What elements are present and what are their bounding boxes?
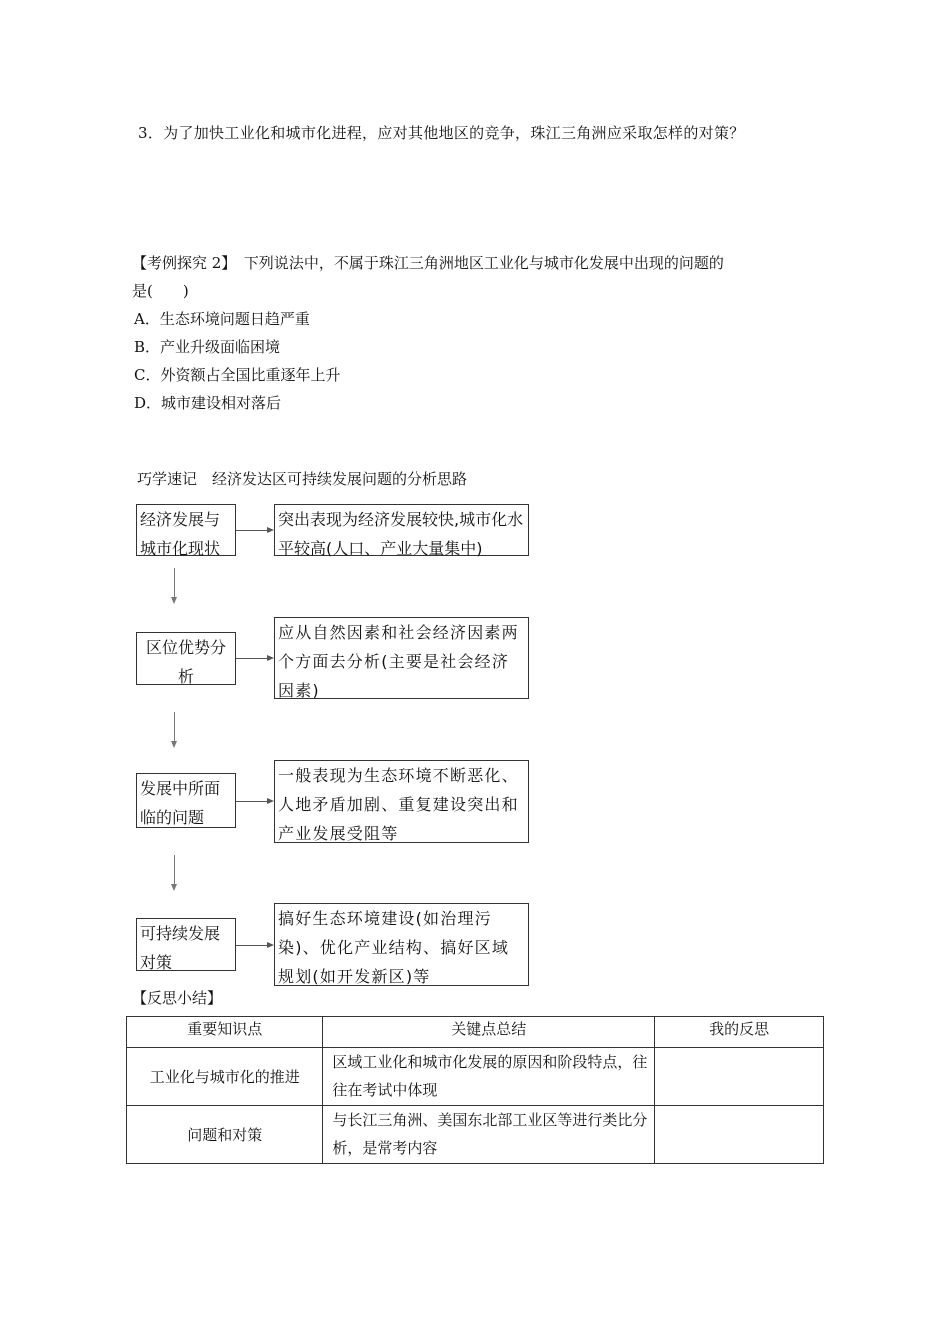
option-d: D．城市建设相对落后 xyxy=(134,394,282,412)
option-c: C．外资额占全国比重逐年上升 xyxy=(134,366,341,384)
table-row xyxy=(127,1106,824,1164)
flow-step-1-detail: 突出表现为经济发展较快,城市化水平较高(人口、产业大量集中) xyxy=(274,504,529,556)
table-cell-summary: 与长江三角洲、美国东北部工业区等进行类比分析，是常考内容 xyxy=(323,1106,655,1164)
flow-step-2-label: 区位优势分析 xyxy=(136,632,236,685)
flow-step-2-detail: 应从自然因素和社会经济因素两个方面去分析(主要是社会经济因素) xyxy=(274,617,529,699)
flow-step-4-detail: 搞好生态环境建设(如治理污染)、优化产业结构、搞好区域规划(如开发新区)等 xyxy=(274,903,529,986)
flow-arrow-right-1 xyxy=(236,530,274,532)
table-header: 重要知识点 xyxy=(127,1017,323,1048)
example-heading-continued: 是( ) xyxy=(132,282,189,300)
option-a: A．生态环境问题日趋严重 xyxy=(134,310,310,328)
table-row xyxy=(127,1048,824,1106)
table-cell-reflection[interactable] xyxy=(655,1048,824,1106)
flow-arrow-right-4 xyxy=(236,945,274,947)
flow-arrow-down-3 xyxy=(172,855,178,891)
table-header: 关键点总结 xyxy=(323,1017,655,1048)
question-3: 3．为了加快工业化和城市化进程，应对其他地区的竞争，珠江三角洲应采取怎样的对策？ xyxy=(138,124,745,142)
flow-step-3-detail: 一般表现为生态环境不断恶化、人地矛盾加剧、重复建设突出和产业发展受阻等 xyxy=(274,760,529,843)
table-cell-reflection[interactable] xyxy=(655,1106,824,1164)
flow-step-1-label: 经济发展与城市化现状 xyxy=(136,504,236,556)
table-cell-summary: 区域工业化和城市化发展的原因和阶段特点，往往在考试中体现 xyxy=(323,1048,655,1106)
flow-arrow-right-2 xyxy=(236,658,274,660)
table-header: 我的反思 xyxy=(655,1017,824,1048)
flow-arrow-down-1 xyxy=(172,568,178,604)
reflection-title: 【反思小结】 xyxy=(132,989,223,1007)
option-b: B．产业升级面临困境 xyxy=(134,338,281,356)
flow-arrow-right-3 xyxy=(236,801,274,803)
flow-step-4-label: 可持续发展对策 xyxy=(136,918,236,971)
flow-step-3-label: 发展中所面临的问题 xyxy=(136,773,236,828)
table-cell-point: 工业化与城市化的推进 xyxy=(127,1048,323,1106)
flow-arrow-down-2 xyxy=(172,712,178,748)
table-cell-point: 问题和对策 xyxy=(127,1106,323,1164)
reflection-table xyxy=(126,1016,824,1164)
example-heading: 【考例探究 2】 下列说法中，不属于珠江三角洲地区工业化与城市化发展中出现的问题的 xyxy=(132,254,724,272)
memo-title: 巧学速记 经济发达区可持续发展问题的分析思路 xyxy=(137,470,468,488)
